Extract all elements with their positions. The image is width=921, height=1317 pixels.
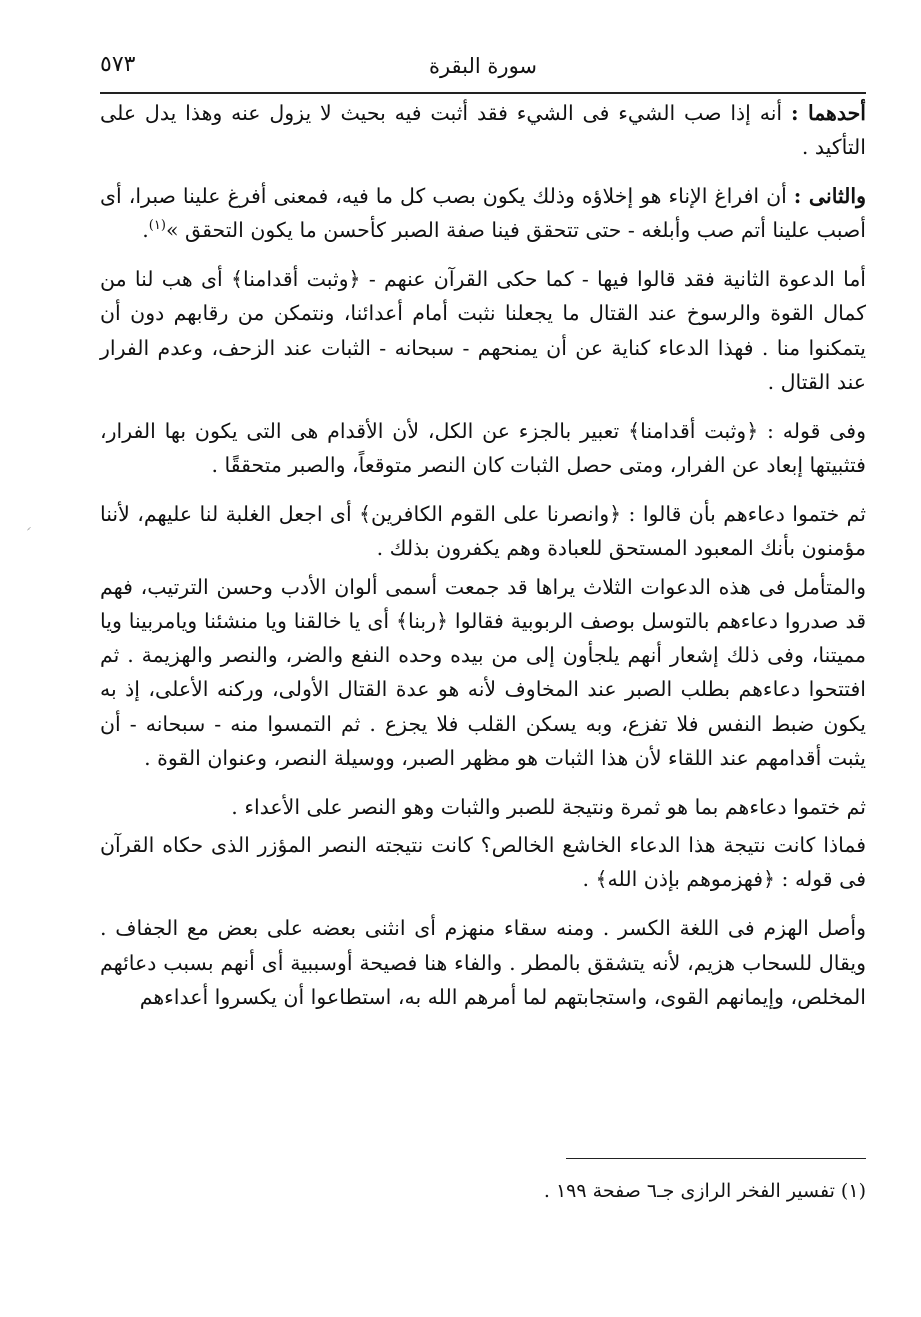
paragraph-text: ثم ختموا دعاءهم بأن قالوا : ﴿وانصرنا على القوم الكافرين﴾ أى اجعل الغلبة لنا عليهم، لأننا مؤمنون بأنك المعبود المستحق للعبادة وهم يكفرون بذلك .	[100, 501, 866, 561]
paragraph-4	[100, 414, 866, 483]
paragraph-5	[100, 497, 866, 566]
page-header	[100, 46, 866, 94]
paragraph-text: وفى قوله : ﴿وثبت أقدامنا﴾ تعبير بالجزء عن الكل، لأن الأقدام هى التى يكون بها الفرار، فتثبيتها إبعاد عن الفرار، ومتى حصل الثبات كان النصر متوقعاً، والصبر متحققًا .	[100, 418, 866, 478]
footnote-reference[interactable]: (١)	[148, 218, 166, 234]
surah-title: سورة البقرة	[428, 54, 538, 78]
page-body	[100, 96, 866, 1029]
paragraph-text: ثم ختموا دعاءهم بما هو ثمرة ونتيجة للصبر والثبات وهو النصر على الأعداء .	[231, 794, 866, 819]
paragraph-1	[100, 96, 866, 165]
paragraph-text: أن افراغ الإناء هو إخلاؤه وذلك يكون بصب كل ما فيه، فمعنى أفرغ علينا صبرا، أى أصبب علينا أتم صب وأبلغه - حتى تتحقق فينا صفة الصبر كأحسن ما يكون التحقق »	[100, 184, 866, 243]
paragraph-text: أنه إذا صب الشيء فى الشيء فقد أثبت فيه بحيث لا يزول عنه وهذا يدل على التأكيد .	[100, 101, 866, 160]
footnote: (١) تفسير الفخر الرازى جـ٦ صفحة ١٩٩ .	[543, 1180, 866, 1202]
paragraph-7	[100, 790, 866, 824]
paragraph-6	[100, 570, 866, 776]
paragraph-lead: والثانى :	[793, 184, 866, 209]
paragraph-lead: أحدهما :	[790, 101, 866, 125]
paragraph-9	[100, 911, 866, 1014]
paragraph-text: فماذا كانت نتيجة هذا الدعاء الخاشع الخالص؟ كانت نتيجته النصر المؤزر الذى حكاه القرآن فى قوله : ﴿فهزموهم بإذن الله﴾ .	[100, 833, 866, 892]
page-number: ٥٧٣	[100, 52, 136, 77]
paragraph-text: وأصل الهزم فى اللغة الكسر . ومنه سقاء منهزم أى انثنى بعضه على بعض مع الجفاف . ويقال للسحاب هزيم، لأنه يتشقق بالمطر . والفاء هنا فصيحة أوسببية أى أنهم بسبب دعائهم المخلص، وإيمانهم القوى، واستجابتهم لما أمرهم الله به، استطاعوا أن يكسروا أعداءهم	[100, 916, 866, 1009]
paragraph-8	[100, 828, 866, 897]
paragraph-2: والثانى : أن افراغ الإناء هو إخلاؤه وذلك يكون بصب كل ما فيه، فمعنى أفرغ علينا صبرا، أى أصبب علينا أتم صب وأبلغه - حتى تتحقق فينا صفة الصبر كأحسن ما يكون التحقق »$^{(١)}$.	[100, 184, 866, 243]
paragraph-3	[100, 262, 866, 399]
paragraph-text: والمتأمل فى هذه الدعوات الثلاث يراها قد جمعت أسمى ألوان الأدب وحسن الترتيب، فهم قد صدروا دعاءهم بالتوسل بوصف الربوبية فقالوا ﴿ربنا﴾ أى يا خالقنا ويا منشئنا ويامربينا ويا مميتنا، وفى ذلك إشعار أنهم يلجأون إلى من بيده وحده النفع والضر، والنصر والهزيمة . ثم افتتحوا دعاءهم بطلب الصبر عند المخاوف لأنه هو عدة القتال الأولى، وركنه الأعلى، إذ به يكون ضبط النفس فلا تفزع، وبه يسكن القلب فلا يجزع . ثم التمسوا منه - سبحانه - أن يثبت أقدامهم عند اللقاء لأن هذا الثبات هو مظهر الصبر، ووسيلة النصر، وعنوان القوة .	[100, 574, 866, 771]
paragraph-text: أما الدعوة الثانية فقد قالوا فيها - كما حكى القرآن عنهم - ﴿وثبت أقدامنا﴾ أى هب لنا من كمال القوة والرسوخ عند القتال ما يجعلنا نثبت أمام أعدائنا، ونتمكن من رقابهم دون أن يتمكنوا منا . فهذا الدعاء كناية عن أن يمنحهم - سبحانه - الثبات عند الزحف، وعدم الفرار عند القتال .	[100, 267, 866, 395]
footnote-divider	[566, 1158, 866, 1159]
